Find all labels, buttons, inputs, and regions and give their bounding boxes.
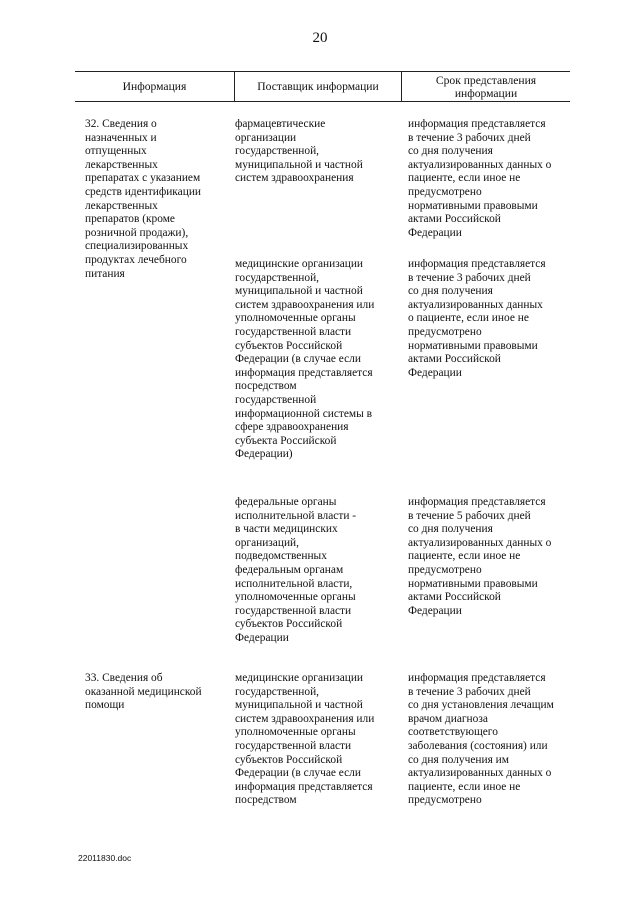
- row-32-deadline-2: информация представляется в течение 3 рабочих дней со дня получения актуализированных данных о пациенте, если иное не предусмотрено нормативными правовыми актами Российской Федерации: [408, 258, 546, 379]
- document-filename: 22011830.doc: [78, 853, 132, 863]
- header-supplier: Поставщик информации: [257, 80, 379, 93]
- row-32-supplier-2: медицинские организации государственной, муниципальной и частной систем здравоохранения или уполномоченные органы государственной власти субъектов Российской Федерации (в случае если информация представляется посредством государственной информационной системы в сфере здравоохранения субъекта Российской Федерации): [235, 258, 375, 461]
- table-header: [75, 71, 570, 102]
- header-information: Информация: [122, 80, 187, 93]
- row-32-supplier-3: федеральные органы исполнительной власти - в части медицинских организаций, подведомственных федеральным органам исполнительной власти, уполномоченные органы государственной власти субъектов Российской Федерации: [235, 496, 357, 644]
- row-32-deadline-3: информация представляется в течение 5 рабочих дней со дня получения актуализированных данных о пациенте, если иное не предусмотрено нормативными правовыми актами Российской Федерации: [408, 496, 552, 617]
- row-33-supplier-1: медицинские организации государственной, муниципальной и частной систем здравоохранения или уполномоченные органы государственной власти субъектов Российской Федерации (в случае если информация представляется посредством: [235, 672, 375, 807]
- page-number: 20: [312, 30, 328, 46]
- row-32-information: 32. Сведения о назначенных и отпущенных лекарственных препаратах с указанием средств идентификации лекарственных препаратов (кроме розничной продажи), специализированных продуктах лечебного питания: [85, 118, 202, 280]
- row-33-information: 33. Сведения об оказанной медицинской помощи: [85, 672, 202, 712]
- row-32-deadline-1: информация представляется в течение 3 рабочих дней со дня получения актуализированных данных о пациенте, если иное не предусмотрено нормативными правовыми актами Российской Федерации: [408, 118, 552, 239]
- row-33-deadline-1: информация представляется в течение 3 рабочих дней со дня установления лечащим врачом диагноза соответствующего заболевания (состояния) или со дня получения им актуализированных данных о пациенте, если иное не предусмотрено: [408, 672, 554, 807]
- header-deadline: Срок представления информации: [435, 73, 537, 100]
- row-32-supplier-1: фармацевтические организации государственной, муниципальной и частной систем здравоохранения: [235, 118, 363, 185]
